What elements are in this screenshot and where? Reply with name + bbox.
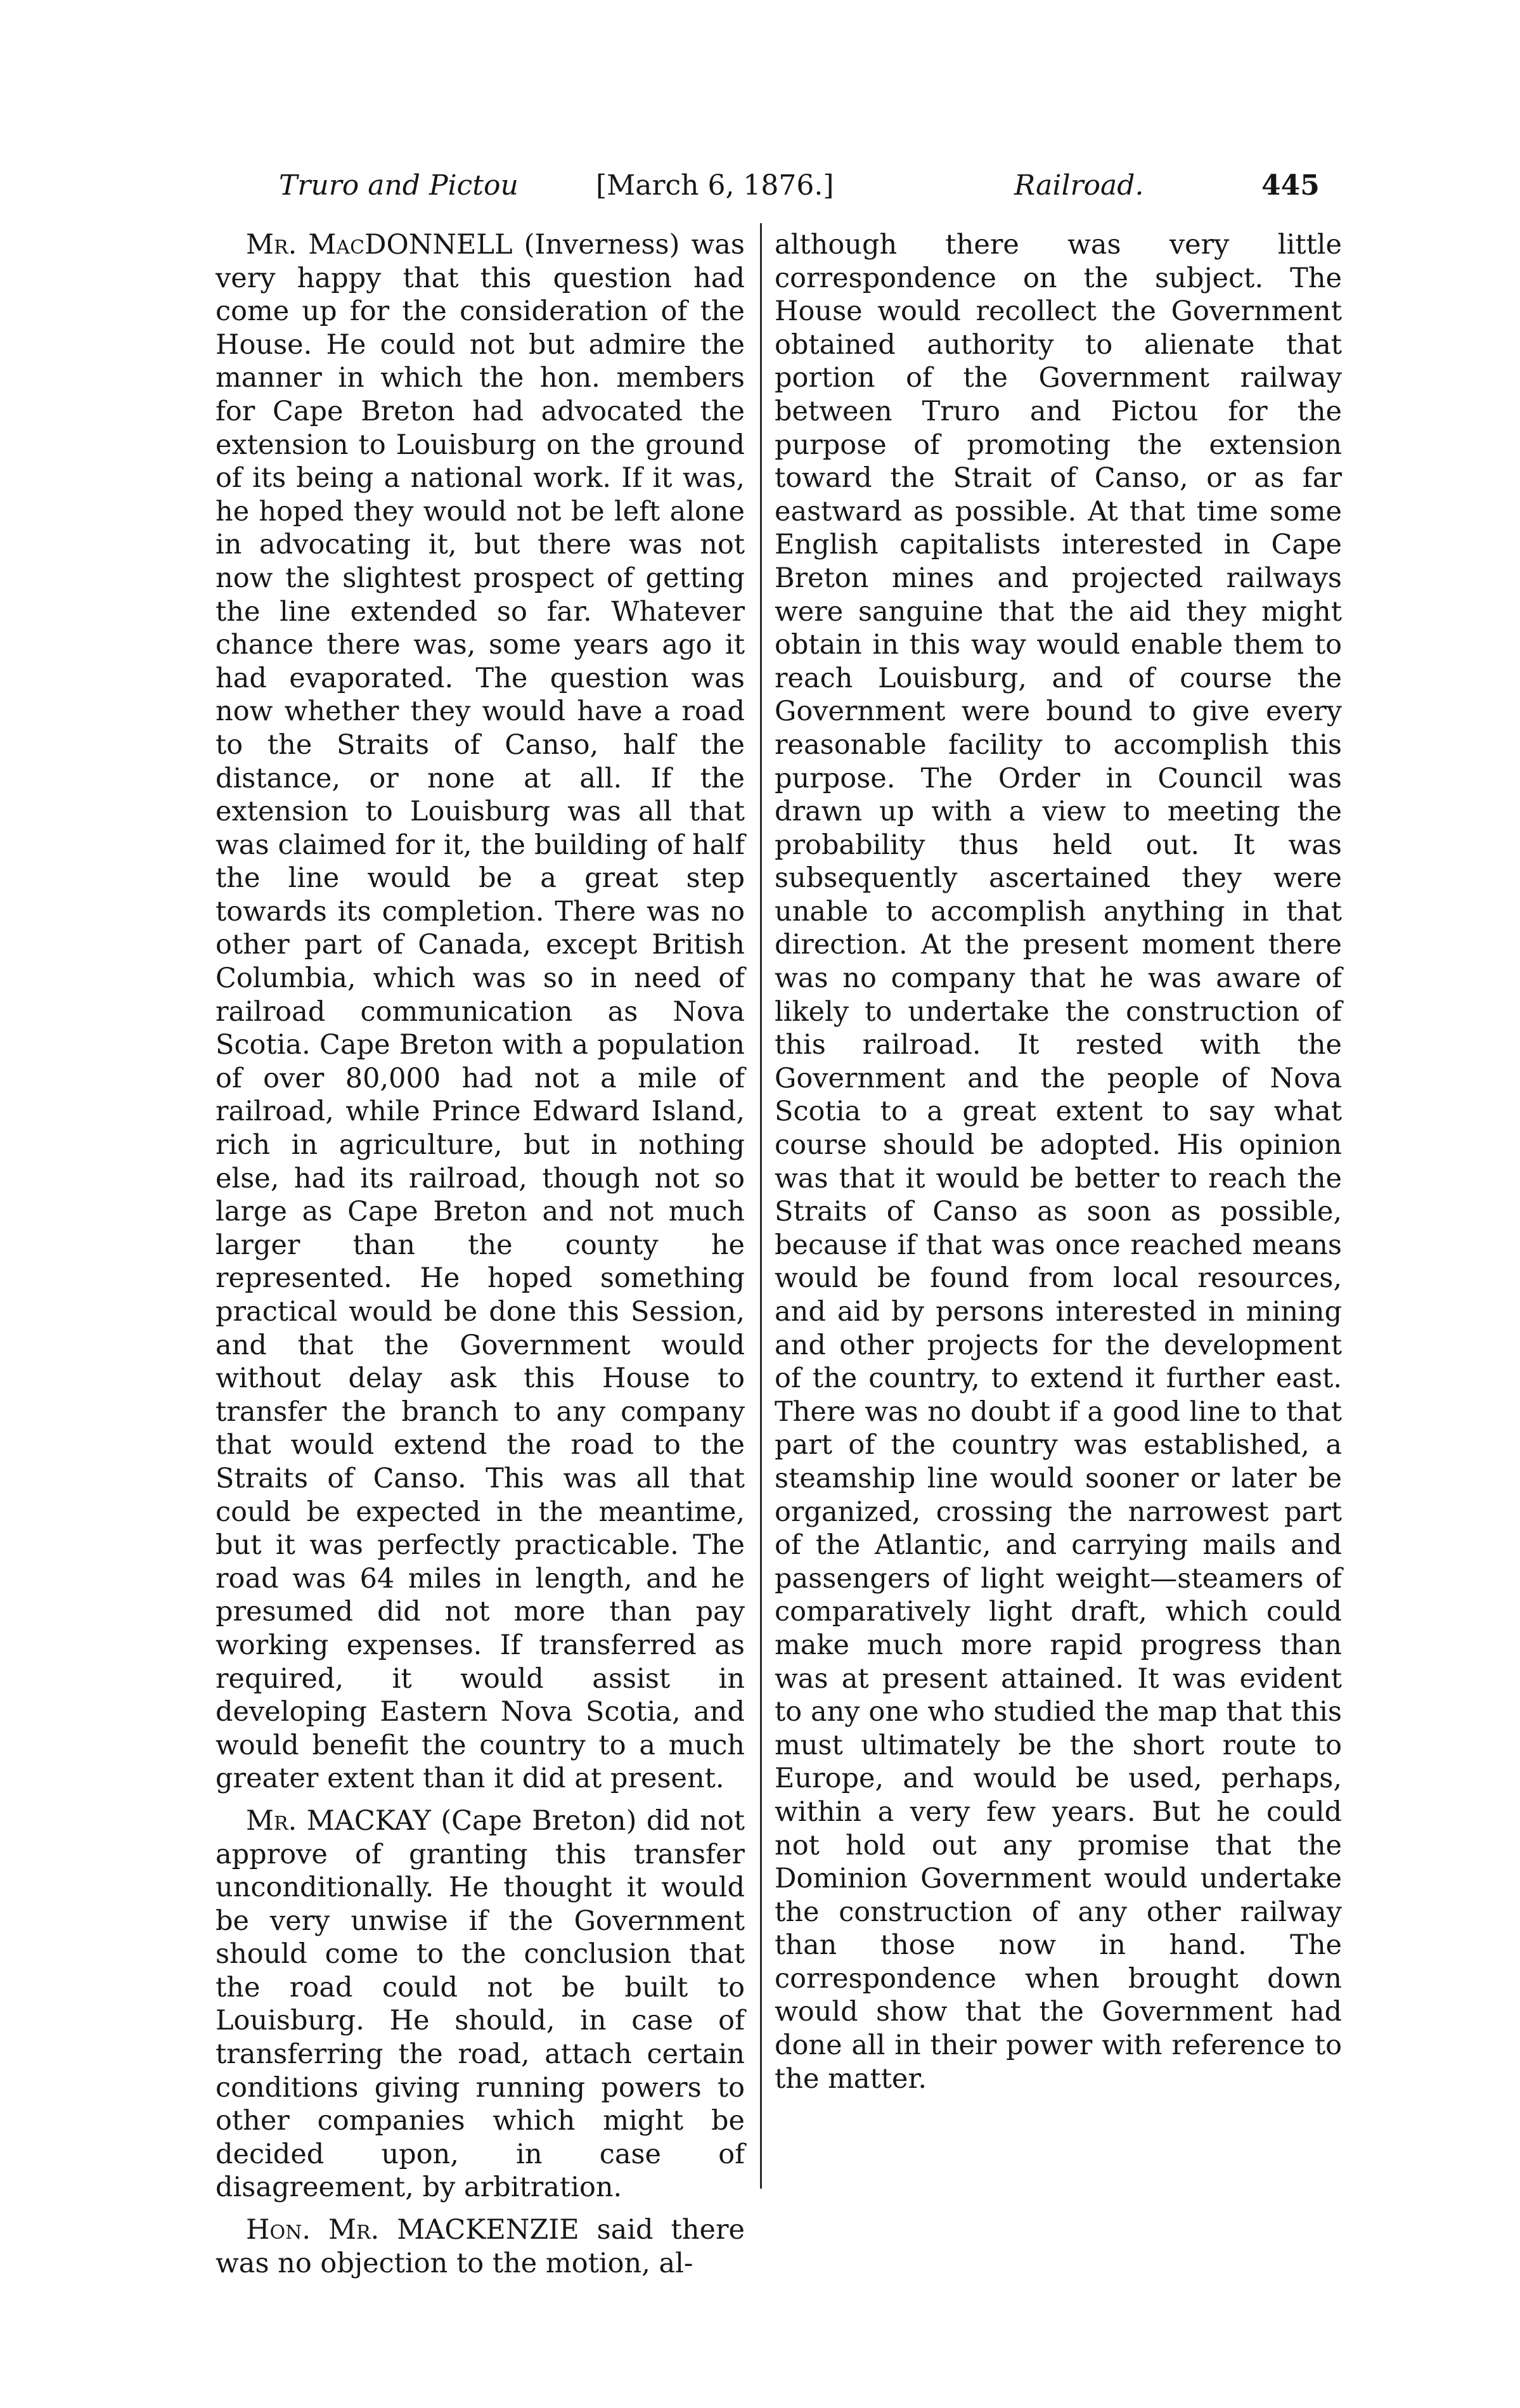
header-date: [March 6, 1876.] (596, 169, 834, 202)
column-divider (760, 223, 762, 2189)
right-column (775, 228, 1342, 2104)
paragraph-text: although there was very little correspondence on the subject. The House would recollect the Government obtained authority to alienate that portion of the Government railway between Truro and Pictou for the purpose of promoting the extension toward the Strait of Canso, or as far eastward as possible. At that time some English capitalists interested in Cape Breton mines and projected railways were sanguine that the aid they might obtain in this way would enable them to reach Louisburg, and of course the Government were bound to give every reasonable facility to accomplish this purpose. The Order in Council was drawn up with a view to meeting the probability thus held out. It was subsequently ascertained they were unable to accomplish anything in that direction. At the present moment there was no company that he was aware of likely to undertake the construction of this railroad. It rested with the Government and the people of Nova Scotia to a great extent to say what course should be adopted. His opinion was that it would be better to reach the Straits of Canso as soon as possible, because if that was once reached means would be found from local resources, and aid by persons interested in mining and other projects for the development of the country, to extend it further east. There was no doubt if a good line to that part of the country was established, a steamship line would sooner or later be organized, crossing the narrowest part of the Atlantic, and carrying mails and passengers of light weight—steamers of comparatively light draft, which could make much more rapid progress than was at present attained. It was evident to any one who studied the map that this must ultimately be the short route to Europe, and would be used, perhaps, within a very few years. But he could not hold out any promise that the Dominion Government would undertake the construction of any other railway than those now in hand. The correspondence when brought down would show that the Government had done all in their power with reference to the matter. (775, 229, 1342, 2095)
running-header (216, 164, 1344, 208)
left-column (216, 228, 745, 2289)
paragraph-mackenzie (216, 2213, 745, 2280)
paragraph-text: (Cape Breton) did not approve of granting this transfer unconditionally. He thought it would be very unwise if the Government should come to the conclusion that the road could not be built to Louisburg. He should, in case of transferring the road, attach certain conditions giving running powers to other companies which might be decided upon, in case of disagreement, by arbitration. (216, 1804, 745, 2204)
header-right-title: Railroad. (1014, 169, 1144, 202)
speaker-name: Hon. Mr. MACKENZIE (246, 2214, 579, 2246)
paragraph-text: (Inverness) was very happy that this question had come up for the consideration of the House. He could not but admire the manner in which the hon. members for Cape Breton had advocated the extension to Louisburg on the ground of its being a national work. If it was, he hoped they would not be left alone in advocating it, but there was not now the slightest prospect of getting the line extended so far. Whatever chance there was, some years ago it had evaporated. The question was now whether they would have a road to the Straits of Canso, half the distance, or none at all. If the extension to Louisburg was all that was claimed for it, the building of half the line would be a great step towards its completion. There was no other part of Canada, except British Columbia, which was so in need of railroad communication as Nova Scotia. Cape Breton with a population of over 80,000 had not a mile of railroad, while Prince Edward Island, rich in agriculture, but in nothing else, had its railroad, though not so large as Cape Breton and not much larger than the county he represented. He hoped something practical would be done this Session, and that the Government would without delay ask this House to transfer the branch to any company that would extend the road to the Straits of Canso. This was all that could be expected in the meantime, but it was perfectly practicable. The road was 64 miles in length, and he presumed did not more than pay working expenses. If transferred as required, it would assist in developing Eastern Nova Scotia, and would benefit the country to a much greater extent than it did at present. (216, 229, 745, 1795)
paragraph-mackay (216, 1804, 745, 2204)
speaker-name: Mr. MACKAY (246, 1804, 431, 1837)
paragraph-mackenzie-continued (775, 228, 1342, 2095)
paragraph-macdonnell (216, 228, 745, 1796)
speaker-name: Mr. MacDONNELL (246, 229, 513, 261)
header-left-title: Truro and Pictou (279, 169, 518, 202)
page-number: 445 (1261, 169, 1320, 202)
paragraph-text: said there was no objection to the motion, al- (216, 2214, 745, 2279)
